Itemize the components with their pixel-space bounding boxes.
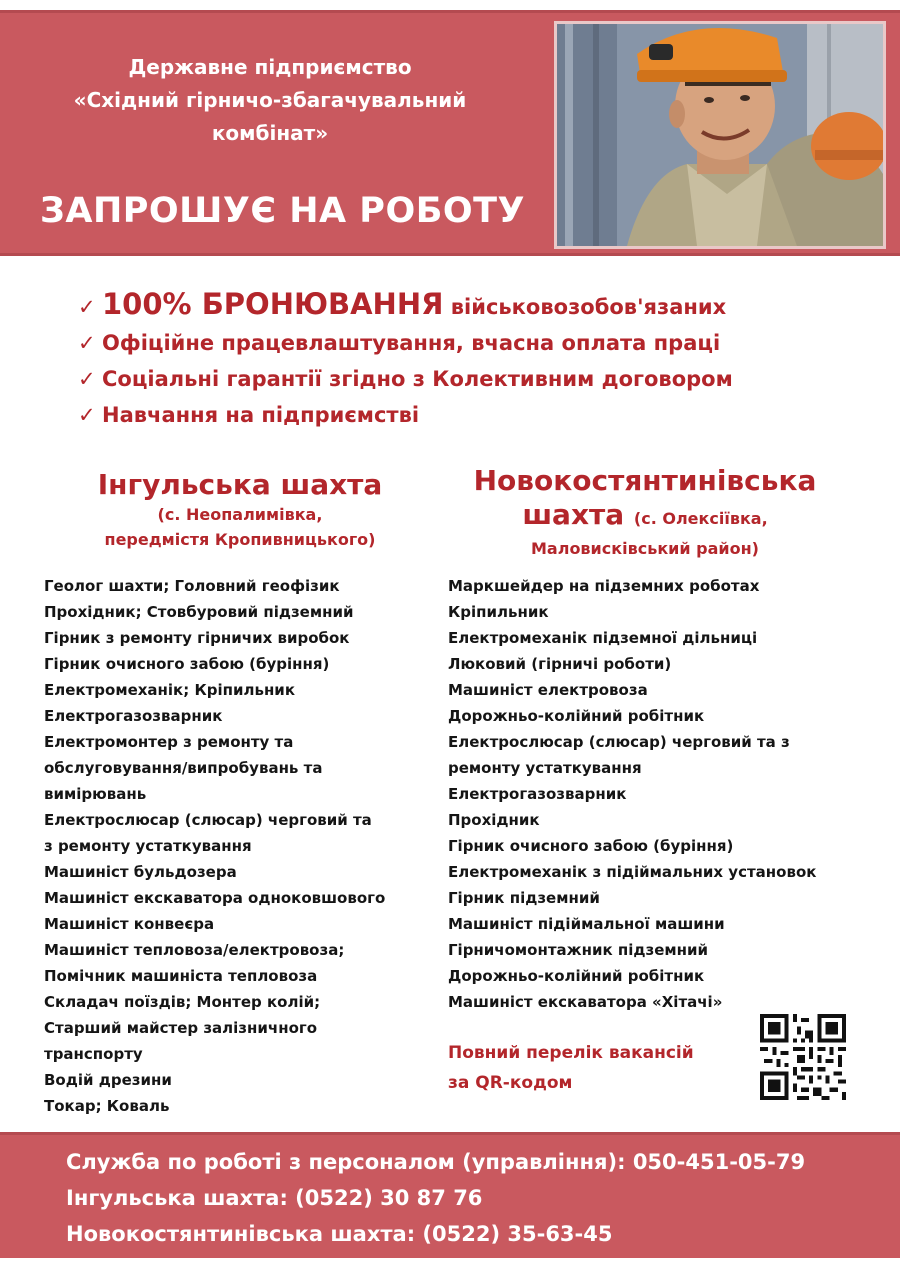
check-icon: ✓	[78, 331, 96, 355]
org-line: «Східний гірничо-збагачувальний	[73, 88, 467, 112]
benefit-text: Навчання на підприємстві	[102, 403, 420, 427]
benefit-text: Соціальні гарантії згідно з Колективним договором	[102, 367, 733, 391]
vacancy-item: вимірювань	[44, 785, 147, 803]
vacancy-item: Машиніст конвеєра	[44, 915, 215, 933]
left-vacancy-list	[44, 573, 385, 1119]
vacancy-item: Електромеханік підземної дільниці	[448, 629, 758, 647]
vacancy-item: Складач поїздів; Монтер колій;	[44, 993, 321, 1011]
vacancy-item: Геолог шахти; Головний геофізик	[44, 577, 340, 595]
vacancy-item: Токар; Коваль	[44, 1097, 170, 1115]
benefit-text: військовозобов'язаних	[450, 295, 727, 319]
vacancy-item: Старший майстер залізничного	[44, 1019, 318, 1037]
benefits-list	[78, 286, 858, 433]
check-icon: ✓	[78, 367, 96, 391]
mine-location: (с. Олексіївка,	[633, 509, 768, 528]
benefit-training	[78, 397, 858, 433]
vacancy-item: обслуговування/випробувань та	[44, 759, 323, 777]
vacancy-item: Маркшейдер на підземних роботах	[448, 577, 760, 595]
mine-name: Новокостянтинівська	[473, 464, 817, 497]
benefit-text: Офіційне працевлаштування, вчасна оплата праці	[102, 331, 721, 355]
vacancy-item: Дорожньо-колійний робітник	[448, 967, 705, 985]
right-mine-title	[440, 464, 850, 561]
qr-note-line: за QR-кодом	[448, 1073, 573, 1093]
check-icon: ✓	[78, 295, 96, 319]
vacancy-item: Машиніст підіймальної машини	[448, 915, 725, 933]
vacancy-item: транспорту	[44, 1045, 143, 1063]
mine-location: передмістя Кропивницького)	[104, 530, 376, 549]
vacancy-item: Електрогазозварник	[44, 707, 223, 725]
qr-code[interactable]	[760, 1014, 846, 1100]
mine-location: (с. Неопалимівка,	[157, 505, 323, 524]
benefit-guarantees	[78, 361, 858, 397]
org-line: Державне підприємство	[128, 55, 412, 79]
vacancy-item: Машиніст електровоза	[448, 681, 648, 699]
benefit-highlight: 100% БРОНЮВАННЯ	[102, 287, 444, 321]
vacancy-item: Гірник з ремонту гірничих виробок	[44, 629, 350, 647]
organization-name	[40, 51, 500, 150]
vacancy-item: ремонту устаткування	[448, 759, 642, 777]
org-line: комбінат»	[211, 121, 329, 145]
vacancy-item: Електрогазозварник	[448, 785, 627, 803]
ingulska-contact: Інгульська шахта: (0522) 30 87 76	[66, 1186, 483, 1210]
vacancy-item: Гірник очисного забою (буріння)	[44, 655, 330, 673]
miner-photo	[554, 21, 886, 249]
vacancy-item: Електромеханік з підіймальних установок	[448, 863, 817, 881]
vacancy-item: Прохідник; Стовбуровий підземний	[44, 603, 354, 621]
vacancy-item: Гірник очисного забою (буріння)	[448, 837, 734, 855]
novokostiantynivska-contact: Новокостянтинівська шахта: (0522) 35-63-45	[66, 1222, 613, 1246]
vacancy-item: Гірничомонтажник підземний	[448, 941, 709, 959]
left-mine-title	[40, 468, 440, 552]
qr-note	[448, 1038, 694, 1098]
vacancy-item: Прохідник	[448, 811, 540, 829]
vacancy-item: Кріпильник	[448, 603, 549, 621]
vacancy-item: Електромеханік; Кріпильник	[44, 681, 296, 699]
right-vacancy-list	[448, 573, 816, 1015]
vacancy-item: Дорожньо-колійний робітник	[448, 707, 705, 725]
mine-name: шахта	[522, 498, 625, 531]
vacancy-item: Електрослюсар (слюсар) черговий та з	[448, 733, 790, 751]
vacancy-item: Електромонтер з ремонту та	[44, 733, 294, 751]
hr-contact: Служба по роботі з персоналом (управління): 050-451-05-79	[66, 1150, 806, 1174]
benefit-reservation	[78, 286, 858, 325]
vacancy-item: Гірник підземний	[448, 889, 600, 907]
mine-location: Маловисківський район)	[531, 539, 759, 558]
check-icon: ✓	[78, 403, 96, 427]
headline: ЗАПРОШУЄ НА РОБОТУ	[40, 191, 526, 231]
vacancy-item: Машиніст екскаватора «Хітачі»	[448, 993, 723, 1011]
vacancy-item: Машиніст бульдозера	[44, 863, 237, 881]
header-banner	[0, 10, 900, 256]
vacancy-item: Електрослюсар (слюсар) черговий та	[44, 811, 372, 829]
vacancy-item: Помічник машиніста тепловоза	[44, 967, 318, 985]
vacancy-item: Водій дрезини	[44, 1071, 172, 1089]
mine-name: Інгульська шахта	[97, 468, 383, 501]
benefit-employment	[78, 325, 858, 361]
vacancy-item: Машиніст екскаватора одноковшового	[44, 889, 386, 907]
contacts-footer	[0, 1132, 900, 1258]
vacancy-item: Машиніст тепловоза/електровоза;	[44, 941, 345, 959]
vacancy-item: з ремонту устаткування	[44, 837, 252, 855]
vacancy-item: Люковий (гірничі роботи)	[448, 655, 672, 673]
qr-note-line: Повний перелік вакансій	[448, 1043, 694, 1063]
